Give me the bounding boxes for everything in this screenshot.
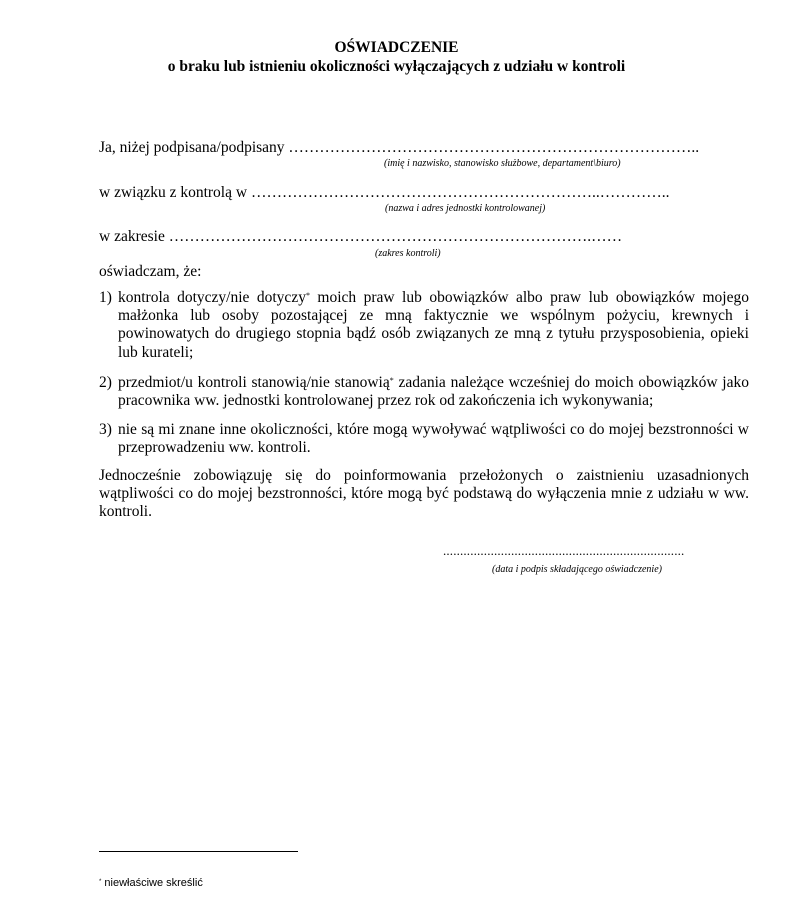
list-item-text: kontrola dotyczy/nie dotyczy* moich praw lub obowiązków albo praw lub obowiązków mojego małżonka lub osoby pozostającej ze mną faktycznie we wspólnym pożyciu, krewnych i powinowatych do drugiego stopnia bądź osób związanych ze mną z tytułu przysposobienia, opieki lub kurateli; bbox=[118, 289, 749, 361]
name-field-line bbox=[99, 139, 699, 157]
list-item-text: przedmiot/u kontroli stanowią/nie stanowią* zadania należące wcześniej do moich obowiązków jako pracownika ww. jednostki kontrolowanej przez rok od zakończenia ich wykonywania; bbox=[118, 374, 749, 410]
control-field-dots: …………………………………………………………..………….. bbox=[250, 184, 670, 201]
control-field-caption: (nazwa i adres jednostki kontrolowanej) bbox=[385, 203, 546, 214]
control-field-line bbox=[99, 184, 669, 202]
list-item-number: 2) bbox=[99, 374, 112, 391]
signature-line: ....................................................................... bbox=[443, 543, 685, 558]
footnote-mark: * bbox=[389, 376, 394, 385]
list-item-3 bbox=[99, 421, 749, 457]
list-item-text: nie są mi znane inne okoliczności, które mogą wywoływać wątpliwości co do mojej bezstronności w przeprowadzeniu ww. kontroli. bbox=[118, 421, 749, 457]
list-item-number: 3) bbox=[99, 421, 112, 438]
declare-intro: oświadczam, że: bbox=[99, 263, 202, 280]
signature-caption: (data i podpis składającego oświadczenie) bbox=[492, 564, 662, 575]
list-item-2 bbox=[99, 374, 749, 410]
footnote-mark: * bbox=[99, 879, 102, 885]
name-field-caption: (imię i nazwisko, stanowisko służbowe, departament\biuro) bbox=[384, 158, 621, 169]
footnote bbox=[99, 877, 203, 890]
document-title: OŚWIADCZENIE bbox=[334, 39, 459, 56]
scope-field-caption: (zakres kontroli) bbox=[375, 248, 441, 259]
footnote-text: niewłaściwe skreślić bbox=[101, 877, 203, 889]
name-field-label: Ja, niżej podpisana/podpisany bbox=[99, 139, 285, 156]
scope-field-dots: ……………………………………………………………………….…… bbox=[168, 228, 623, 245]
list-item-number: 1) bbox=[99, 289, 112, 306]
scope-field-line bbox=[99, 228, 622, 246]
footnote-divider bbox=[99, 851, 298, 852]
list-item-1 bbox=[99, 289, 749, 362]
closing-paragraph: Jednocześnie zobowiązuję się do poinformowania przełożonych o zaistnieniu uzasadnionych wątpliwości co do mojej bezstronności, które mogą być podstawą do wyłączenia mnie z udziału w ww. kontroli. bbox=[99, 467, 749, 521]
scope-field-label: w zakresie bbox=[99, 228, 165, 245]
name-field-dots: …………………………………………………………………….. bbox=[288, 139, 700, 156]
control-field-label: w związku z kontrolą w bbox=[99, 184, 248, 201]
document-subtitle: o braku lub istnieniu okoliczności wyłączających z udziału w kontroli bbox=[167, 58, 626, 75]
footnote-mark: * bbox=[305, 291, 310, 300]
